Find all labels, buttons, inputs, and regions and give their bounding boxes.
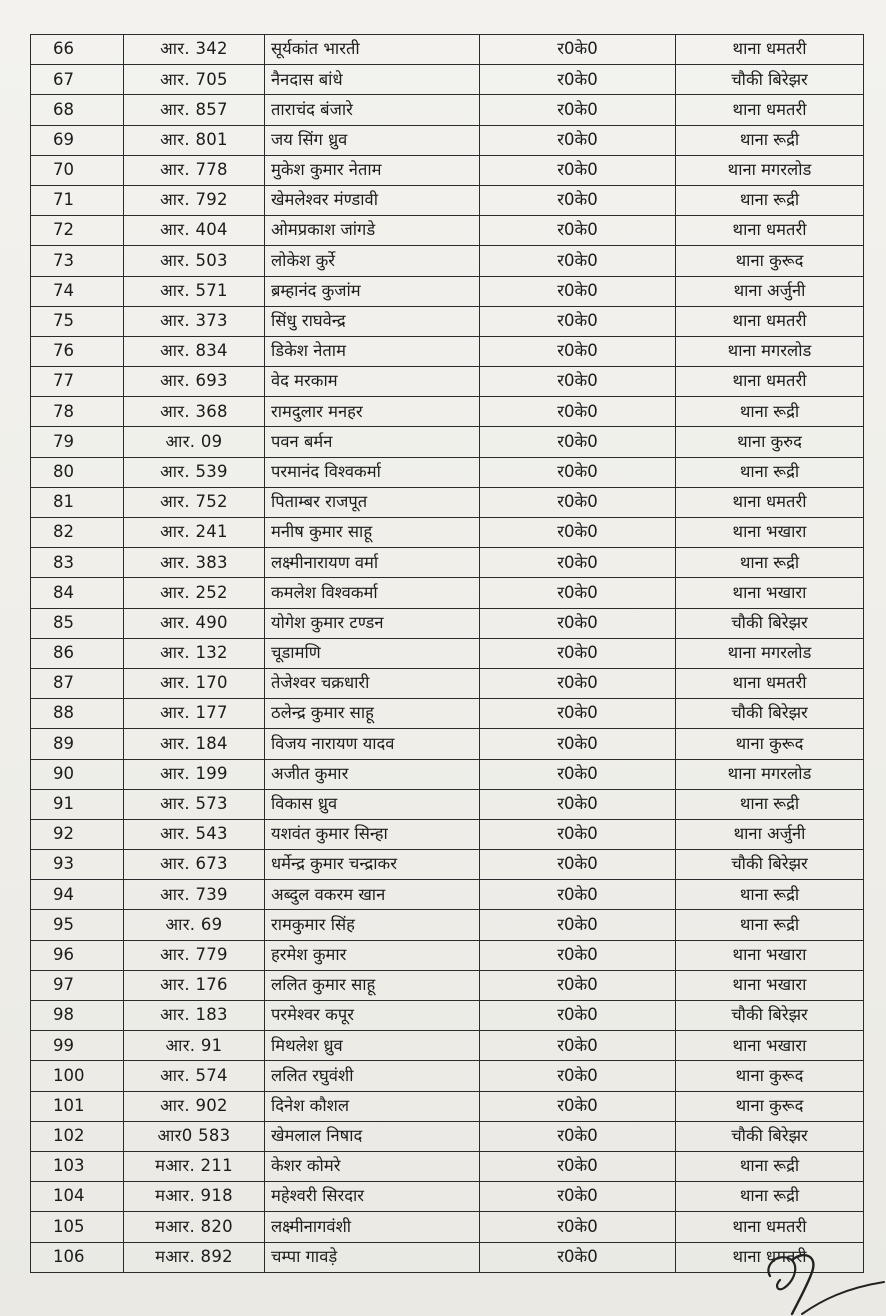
serial-number-cell: 72 xyxy=(31,216,124,246)
badge-number-cell: मआर. 918 xyxy=(124,1182,265,1212)
rank-cell: र0के0 xyxy=(480,1151,676,1181)
officer-name-cell: कमलेश विश्वकर्मा xyxy=(265,578,480,608)
table-row xyxy=(31,940,864,970)
table-row xyxy=(31,608,864,638)
posting-cell: थाना धमतरी xyxy=(676,367,864,397)
table-row xyxy=(31,1242,864,1272)
officer-name-cell: पवन बर्मन xyxy=(265,427,480,457)
officer-name-cell: ओमप्रकाश जांगडे xyxy=(265,216,480,246)
badge-number-cell: आर. 199 xyxy=(124,759,265,789)
officer-name-cell: ब्रम्हानंद कुजांम xyxy=(265,276,480,306)
officer-name-cell: खेमलाल निषाद xyxy=(265,1121,480,1151)
posting-cell: थाना रूद्री xyxy=(676,185,864,215)
badge-number-cell: मआर. 820 xyxy=(124,1212,265,1242)
badge-number-cell: आर. 252 xyxy=(124,578,265,608)
officer-name-cell: लक्ष्मीनारायण वर्मा xyxy=(265,548,480,578)
serial-number-cell: 100 xyxy=(31,1061,124,1091)
rank-cell: र0के0 xyxy=(480,1182,676,1212)
rank-cell: र0के0 xyxy=(480,548,676,578)
rank-cell: र0के0 xyxy=(480,125,676,155)
table-row xyxy=(31,1091,864,1121)
serial-number-cell: 68 xyxy=(31,95,124,125)
rank-cell: र0के0 xyxy=(480,457,676,487)
serial-number-cell: 95 xyxy=(31,910,124,940)
officer-name-cell: हरमेश कुमार xyxy=(265,940,480,970)
badge-number-cell: आर. 792 xyxy=(124,185,265,215)
serial-number-cell: 83 xyxy=(31,548,124,578)
rank-cell: र0के0 xyxy=(480,1121,676,1151)
table-row xyxy=(31,276,864,306)
serial-number-cell: 66 xyxy=(31,35,124,65)
officer-name-cell: तेजेश्वर चक्रधारी xyxy=(265,668,480,698)
serial-number-cell: 71 xyxy=(31,185,124,215)
posting-cell: थाना कुरूद xyxy=(676,246,864,276)
rank-cell: र0के0 xyxy=(480,65,676,95)
officer-name-cell: डिकेश नेताम xyxy=(265,336,480,366)
rank-cell: र0के0 xyxy=(480,306,676,336)
officer-name-cell: सूर्यकांत भारती xyxy=(265,35,480,65)
posting-cell: थाना मगरलोड xyxy=(676,638,864,668)
rank-cell: र0के0 xyxy=(480,699,676,729)
posting-cell: थाना रूद्री xyxy=(676,789,864,819)
table-row xyxy=(31,1121,864,1151)
table-row xyxy=(31,155,864,185)
serial-number-cell: 91 xyxy=(31,789,124,819)
rank-cell: र0के0 xyxy=(480,789,676,819)
rank-cell: र0के0 xyxy=(480,970,676,1000)
table-row xyxy=(31,1031,864,1061)
rank-cell: र0के0 xyxy=(480,850,676,880)
officer-name-cell: मनीष कुमार साहू xyxy=(265,518,480,548)
table-row xyxy=(31,1182,864,1212)
posting-cell: थाना कुरूद xyxy=(676,1091,864,1121)
officer-name-cell: परमानंद विश्वकर्मा xyxy=(265,457,480,487)
officer-name-cell: रामदुलार मनहर xyxy=(265,397,480,427)
posting-cell: थाना भखारा xyxy=(676,518,864,548)
officer-name-cell: चूडामणि xyxy=(265,638,480,668)
rank-cell: र0के0 xyxy=(480,155,676,185)
badge-number-cell: आर. 778 xyxy=(124,155,265,185)
posting-cell: थाना धमतरी xyxy=(676,1212,864,1242)
serial-number-cell: 88 xyxy=(31,699,124,729)
table-row xyxy=(31,336,864,366)
table-row xyxy=(31,578,864,608)
officer-name-cell: चम्पा गावड़े xyxy=(265,1242,480,1272)
badge-number-cell: आर. 91 xyxy=(124,1031,265,1061)
rank-cell: र0के0 xyxy=(480,1031,676,1061)
posting-cell: चौकी बिरेझर xyxy=(676,1121,864,1151)
officer-name-cell: नैनदास बांधे xyxy=(265,65,480,95)
rank-cell: र0के0 xyxy=(480,185,676,215)
table-row xyxy=(31,1061,864,1091)
serial-number-cell: 96 xyxy=(31,940,124,970)
posting-cell: थाना रूद्री xyxy=(676,910,864,940)
posting-cell: थाना रूद्री xyxy=(676,1182,864,1212)
rank-cell: र0के0 xyxy=(480,940,676,970)
badge-number-cell: आर. 09 xyxy=(124,427,265,457)
posting-cell: थाना अर्जुनी xyxy=(676,276,864,306)
badge-number-cell: आर. 373 xyxy=(124,306,265,336)
rank-cell: र0के0 xyxy=(480,608,676,638)
badge-number-cell: आर. 184 xyxy=(124,729,265,759)
officer-name-cell: ताराचंद बंजारे xyxy=(265,95,480,125)
rank-cell: र0के0 xyxy=(480,910,676,940)
rank-cell: र0के0 xyxy=(480,487,676,517)
serial-number-cell: 92 xyxy=(31,819,124,849)
serial-number-cell: 81 xyxy=(31,487,124,517)
badge-number-cell: आर. 383 xyxy=(124,548,265,578)
table-row xyxy=(31,367,864,397)
badge-number-cell: आर. 693 xyxy=(124,367,265,397)
badge-number-cell: आर. 490 xyxy=(124,608,265,638)
serial-number-cell: 75 xyxy=(31,306,124,336)
serial-number-cell: 99 xyxy=(31,1031,124,1061)
badge-number-cell: आर. 177 xyxy=(124,699,265,729)
table-row xyxy=(31,246,864,276)
badge-number-cell: आर. 183 xyxy=(124,1001,265,1031)
badge-number-cell: आर. 69 xyxy=(124,910,265,940)
posting-cell: थाना मगरलोड xyxy=(676,155,864,185)
posting-cell: थाना रूद्री xyxy=(676,457,864,487)
serial-number-cell: 69 xyxy=(31,125,124,155)
table-row xyxy=(31,699,864,729)
officer-name-cell: रामकुमार सिंह xyxy=(265,910,480,940)
rank-cell: र0के0 xyxy=(480,95,676,125)
serial-number-cell: 74 xyxy=(31,276,124,306)
serial-number-cell: 78 xyxy=(31,397,124,427)
badge-number-cell: आर. 241 xyxy=(124,518,265,548)
badge-number-cell: आर. 705 xyxy=(124,65,265,95)
serial-number-cell: 94 xyxy=(31,880,124,910)
table-row xyxy=(31,125,864,155)
badge-number-cell: आर. 170 xyxy=(124,668,265,698)
table-row xyxy=(31,759,864,789)
serial-number-cell: 77 xyxy=(31,367,124,397)
rank-cell: र0के0 xyxy=(480,638,676,668)
officer-name-cell: वेद मरकाम xyxy=(265,367,480,397)
officer-name-cell: परमेश्वर कपूर xyxy=(265,1001,480,1031)
officer-name-cell: दिनेश कौशल xyxy=(265,1091,480,1121)
posting-cell: थाना भखारा xyxy=(676,1031,864,1061)
badge-number-cell: आर. 176 xyxy=(124,970,265,1000)
officer-name-cell: लोकेश कुर्रे xyxy=(265,246,480,276)
posting-cell: थाना मगरलोड xyxy=(676,336,864,366)
handwritten-signature-icon xyxy=(762,1236,886,1316)
badge-number-cell: आर. 752 xyxy=(124,487,265,517)
officer-name-cell: महेश्वरी सिरदार xyxy=(265,1182,480,1212)
rank-cell: र0के0 xyxy=(480,276,676,306)
table-row xyxy=(31,1001,864,1031)
officer-name-cell: सिंधु राघवेन्द्र xyxy=(265,306,480,336)
table-row xyxy=(31,880,864,910)
officer-name-cell: अब्दुल वकरम खान xyxy=(265,880,480,910)
rank-cell: र0के0 xyxy=(480,880,676,910)
posting-cell: थाना कुरूद xyxy=(676,729,864,759)
posting-cell: थाना रूद्री xyxy=(676,1151,864,1181)
badge-number-cell: आर. 571 xyxy=(124,276,265,306)
badge-number-cell: आर. 342 xyxy=(124,35,265,65)
rank-cell: र0के0 xyxy=(480,578,676,608)
officer-name-cell: ललित रघुवंशी xyxy=(265,1061,480,1091)
badge-number-cell: आर. 539 xyxy=(124,457,265,487)
posting-cell: थाना धमतरी xyxy=(676,216,864,246)
badge-number-cell: आर. 368 xyxy=(124,397,265,427)
badge-number-cell: आर. 902 xyxy=(124,1091,265,1121)
table-row xyxy=(31,1151,864,1181)
rank-cell: र0के0 xyxy=(480,1091,676,1121)
rank-cell: र0के0 xyxy=(480,518,676,548)
rank-cell: र0के0 xyxy=(480,1242,676,1272)
table-row xyxy=(31,548,864,578)
officer-name-cell: मुकेश कुमार नेताम xyxy=(265,155,480,185)
badge-number-cell: आर. 132 xyxy=(124,638,265,668)
table-row xyxy=(31,638,864,668)
table-row xyxy=(31,487,864,517)
rank-cell: र0के0 xyxy=(480,668,676,698)
posting-cell: थाना धमतरी xyxy=(676,487,864,517)
badge-number-cell: आर. 739 xyxy=(124,880,265,910)
posting-cell: थाना भखारा xyxy=(676,940,864,970)
badge-number-cell: आर. 404 xyxy=(124,216,265,246)
badge-number-cell: आर. 779 xyxy=(124,940,265,970)
serial-number-cell: 79 xyxy=(31,427,124,457)
badge-number-cell: आर. 543 xyxy=(124,819,265,849)
posting-cell: चौकी बिरेझर xyxy=(676,608,864,638)
badge-number-cell: आर. 801 xyxy=(124,125,265,155)
posting-cell: थाना भखारा xyxy=(676,970,864,1000)
posting-cell: थाना धमतरी xyxy=(676,35,864,65)
table-body xyxy=(31,35,864,1273)
officer-name-cell: योगेश कुमार टण्डन xyxy=(265,608,480,638)
badge-number-cell: आर. 574 xyxy=(124,1061,265,1091)
rank-cell: र0के0 xyxy=(480,336,676,366)
rank-cell: र0के0 xyxy=(480,216,676,246)
rank-cell: र0के0 xyxy=(480,35,676,65)
posting-cell: चौकी बिरेझर xyxy=(676,65,864,95)
officer-name-cell: केशर कोमरे xyxy=(265,1151,480,1181)
officer-name-cell: पिताम्बर राजपूत xyxy=(265,487,480,517)
posting-cell: थाना धमतरी xyxy=(676,306,864,336)
posting-cell: चौकी बिरेझर xyxy=(676,850,864,880)
officer-name-cell: खेमलेश्वर मंण्डावी xyxy=(265,185,480,215)
serial-number-cell: 70 xyxy=(31,155,124,185)
serial-number-cell: 87 xyxy=(31,668,124,698)
table-row xyxy=(31,819,864,849)
serial-number-cell: 93 xyxy=(31,850,124,880)
posting-cell: चौकी बिरेझर xyxy=(676,1001,864,1031)
rank-cell: र0के0 xyxy=(480,759,676,789)
table-row xyxy=(31,518,864,548)
table-row xyxy=(31,910,864,940)
table-row xyxy=(31,306,864,336)
posting-cell: थाना मगरलोड xyxy=(676,759,864,789)
serial-number-cell: 82 xyxy=(31,518,124,548)
badge-number-cell: आर. 857 xyxy=(124,95,265,125)
serial-number-cell: 105 xyxy=(31,1212,124,1242)
rank-cell: र0के0 xyxy=(480,246,676,276)
officer-name-cell: धर्मेन्द्र कुमार चन्द्राकर xyxy=(265,850,480,880)
posting-cell: थाना भखारा xyxy=(676,578,864,608)
serial-number-cell: 67 xyxy=(31,65,124,95)
badge-number-cell: मआर. 211 xyxy=(124,1151,265,1181)
serial-number-cell: 73 xyxy=(31,246,124,276)
serial-number-cell: 80 xyxy=(31,457,124,487)
officer-name-cell: विजय नारायण यादव xyxy=(265,729,480,759)
badge-number-cell: आर. 673 xyxy=(124,850,265,880)
table-row xyxy=(31,1212,864,1242)
posting-cell: थाना रूद्री xyxy=(676,125,864,155)
badge-number-cell: आर0 583 xyxy=(124,1121,265,1151)
serial-number-cell: 102 xyxy=(31,1121,124,1151)
table-row xyxy=(31,850,864,880)
badge-number-cell: आर. 834 xyxy=(124,336,265,366)
badge-number-cell: मआर. 892 xyxy=(124,1242,265,1272)
posting-cell: थाना रूद्री xyxy=(676,880,864,910)
table-row xyxy=(31,729,864,759)
posting-cell: चौकी बिरेझर xyxy=(676,699,864,729)
serial-number-cell: 103 xyxy=(31,1151,124,1181)
rank-cell: र0के0 xyxy=(480,819,676,849)
table-row xyxy=(31,970,864,1000)
serial-number-cell: 101 xyxy=(31,1091,124,1121)
serial-number-cell: 98 xyxy=(31,1001,124,1031)
badge-number-cell: आर. 573 xyxy=(124,789,265,819)
badge-number-cell: आर. 503 xyxy=(124,246,265,276)
posting-cell: थाना रूद्री xyxy=(676,397,864,427)
officer-name-cell: अजीत कुमार xyxy=(265,759,480,789)
officer-name-cell: मिथलेश ध्रुव xyxy=(265,1031,480,1061)
rank-cell: र0के0 xyxy=(480,729,676,759)
serial-number-cell: 90 xyxy=(31,759,124,789)
table-row xyxy=(31,789,864,819)
officer-name-cell: विकास ध्रुव xyxy=(265,789,480,819)
table-row xyxy=(31,397,864,427)
rank-cell: र0के0 xyxy=(480,1001,676,1031)
rank-cell: र0के0 xyxy=(480,1212,676,1242)
posting-cell: थाना रूद्री xyxy=(676,548,864,578)
rank-cell: र0के0 xyxy=(480,367,676,397)
table-row xyxy=(31,35,864,65)
serial-number-cell: 76 xyxy=(31,336,124,366)
serial-number-cell: 106 xyxy=(31,1242,124,1272)
posting-cell: थाना कुरूद xyxy=(676,1061,864,1091)
table-row xyxy=(31,668,864,698)
personnel-posting-table xyxy=(30,34,864,1273)
posting-cell: थाना धमतरी xyxy=(676,1242,864,1272)
posting-cell: थाना धमतरी xyxy=(676,668,864,698)
table-row xyxy=(31,457,864,487)
rank-cell: र0के0 xyxy=(480,397,676,427)
posting-cell: थाना अर्जुनी xyxy=(676,819,864,849)
table-row xyxy=(31,427,864,457)
posting-cell: थाना कुरुद xyxy=(676,427,864,457)
serial-number-cell: 84 xyxy=(31,578,124,608)
officer-name-cell: ठलेन्द्र कुमार साहू xyxy=(265,699,480,729)
officer-name-cell: ललित कुमार साहू xyxy=(265,970,480,1000)
table-row xyxy=(31,95,864,125)
officer-name-cell: यशवंत कुमार सिन्हा xyxy=(265,819,480,849)
rank-cell: र0के0 xyxy=(480,1061,676,1091)
serial-number-cell: 104 xyxy=(31,1182,124,1212)
serial-number-cell: 97 xyxy=(31,970,124,1000)
table-row xyxy=(31,65,864,95)
rank-cell: र0के0 xyxy=(480,427,676,457)
table-row xyxy=(31,185,864,215)
serial-number-cell: 89 xyxy=(31,729,124,759)
serial-number-cell: 86 xyxy=(31,638,124,668)
table-row xyxy=(31,216,864,246)
officer-name-cell: लक्ष्मीनागवंशी xyxy=(265,1212,480,1242)
serial-number-cell: 85 xyxy=(31,608,124,638)
posting-cell: थाना धमतरी xyxy=(676,95,864,125)
officer-name-cell: जय सिंग ध्रुव xyxy=(265,125,480,155)
